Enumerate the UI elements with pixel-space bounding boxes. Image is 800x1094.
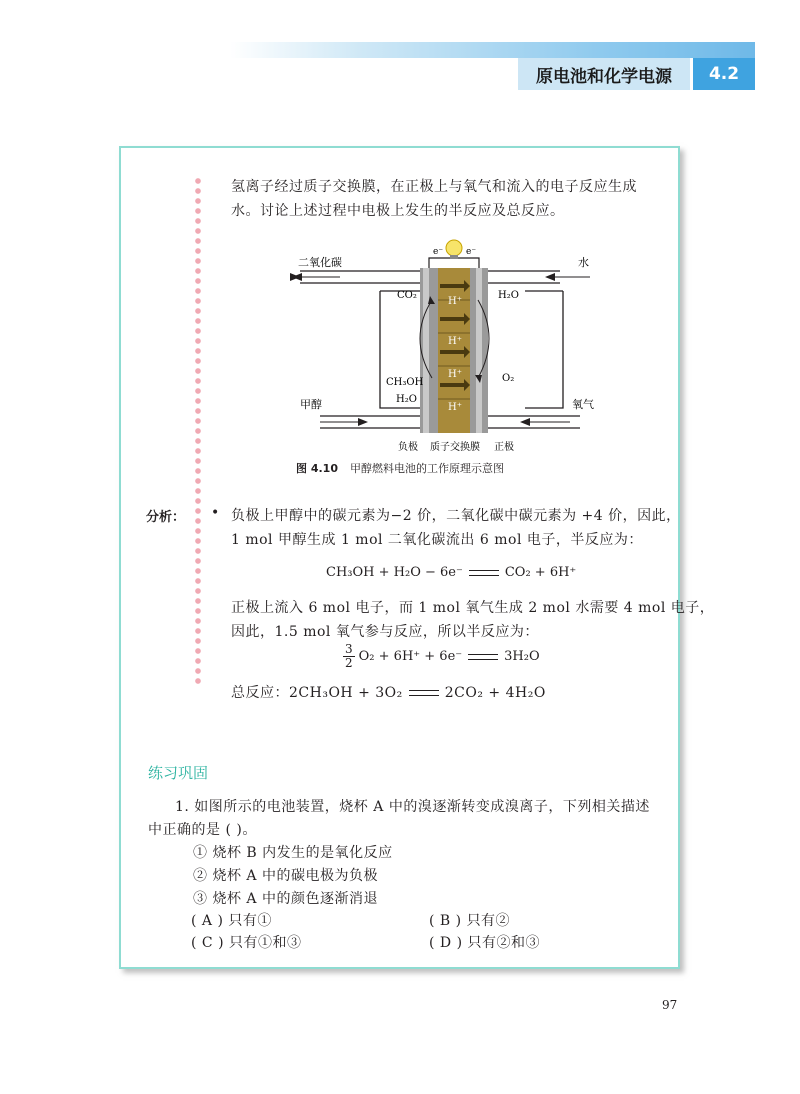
analysis-p1-line1: 负极上甲醇中的碳元素为−2 价，二氧化碳中碳元素为 +4 价，因此， (231, 508, 681, 524)
label-cathode: 正极 (494, 442, 514, 453)
label-electron-right: e⁻ (466, 247, 477, 257)
label-ch3oh-formula: CH₃OH (386, 377, 424, 388)
label-o2-formula: O₂ (502, 373, 515, 384)
label-oxygen-in: 氧气 (572, 398, 594, 411)
analysis-p1-line2: 1 mol 甲醇生成 1 mol 二氧化碳流出 6 mol 电子，半反应为： (231, 532, 643, 548)
total-right: 2CO₂ + 4H₂O (444, 685, 546, 701)
label-water-out: 水 (578, 256, 589, 269)
label-h-ion-3: H⁺ (448, 369, 462, 380)
equation-2-right: 3H₂O (504, 649, 540, 664)
statement-3: ③ 烧杯 A 中的颜色逐渐消退 (193, 891, 378, 907)
equation-2 (343, 643, 540, 670)
figure-caption-text: 甲醇燃料电池的工作原理示意图 (349, 462, 504, 475)
label-h-ion-2: H⁺ (448, 336, 462, 347)
label-co2-formula: CO₂ (397, 290, 417, 301)
fraction (343, 643, 355, 670)
equation-2-left: O₂ + 6H⁺ + 6e⁻ (358, 649, 463, 664)
option-b[interactable]: ( B ) 只有② (429, 913, 511, 929)
label-electron-left: e⁻ (433, 247, 444, 257)
analysis-p2-line2: 因此，1.5 mol 氧气参与反应，所以半反应为： (231, 624, 539, 640)
intro-line-1: 氢离子经过质子交换膜，在正极上与氧气和流入的电子反应生成 (231, 179, 637, 195)
pink-dot-divider (193, 176, 203, 686)
equation-1-right: CO₂ + 6H⁺ (504, 565, 577, 580)
analysis-label: 分析： (146, 510, 186, 525)
equals-sign (409, 690, 439, 696)
header-gradient-bar (230, 42, 755, 58)
statement-1: ① 烧杯 B 内发生的是氧化反应 (193, 845, 393, 861)
option-d[interactable]: ( D ) 只有②和③ (429, 935, 540, 951)
label-anode: 负极 (398, 442, 418, 453)
section-title-exercise: 练习巩固 (148, 764, 209, 782)
intro-line-2: 水。讨论上述过程中电极上发生的半反应及总反应。 (231, 203, 565, 219)
chapter-title: 原电池和化学电源 (518, 58, 690, 90)
label-methanol-in: 甲醇 (300, 398, 322, 411)
statement-2: ② 烧杯 A 中的碳电极为负极 (193, 868, 378, 884)
figure-caption-number: 图 4.10 (296, 462, 338, 475)
label-co2-out: 二氧化碳 (298, 256, 342, 269)
figure-caption (0, 460, 800, 476)
fraction-denominator: 2 (345, 656, 353, 670)
label-h2o-left: H₂O (396, 394, 417, 405)
total-label: 总反应： (231, 685, 289, 701)
page-number: 97 (662, 998, 678, 1012)
label-h2o-formula: H₂O (498, 290, 519, 301)
label-h-ion-4: H⁺ (448, 402, 462, 413)
equals-sign (469, 570, 499, 576)
total-reaction (231, 683, 546, 703)
fuel-cell-diagram (280, 238, 600, 460)
chapter-number: 4.2 (693, 58, 755, 90)
label-membrane: 质子交换膜 (430, 442, 480, 453)
equation-1 (326, 565, 576, 580)
analysis-bullet: • (211, 505, 220, 521)
option-c[interactable]: ( C ) 只有①和③ (191, 935, 302, 951)
label-h-ion-1: H⁺ (448, 296, 462, 307)
question-1-line1: 1. 如图所示的电池装置，烧杯 A 中的溴逐渐转变成溴离子，下列相关描述 (175, 799, 650, 815)
option-a[interactable]: ( A ) 只有① (191, 913, 272, 929)
equation-1-left: CH₃OH + H₂O − 6e⁻ (326, 565, 463, 580)
equals-sign (468, 654, 498, 660)
fraction-numerator: 3 (345, 642, 353, 656)
question-1-line2: 中正确的是 ( )。 (148, 822, 257, 838)
total-left: 2CH₃OH + 3O₂ (289, 685, 403, 701)
analysis-p2-line1: 正极上流入 6 mol 电子，而 1 mol 氧气生成 2 mol 水需要 4 mol 电子， (231, 600, 715, 616)
